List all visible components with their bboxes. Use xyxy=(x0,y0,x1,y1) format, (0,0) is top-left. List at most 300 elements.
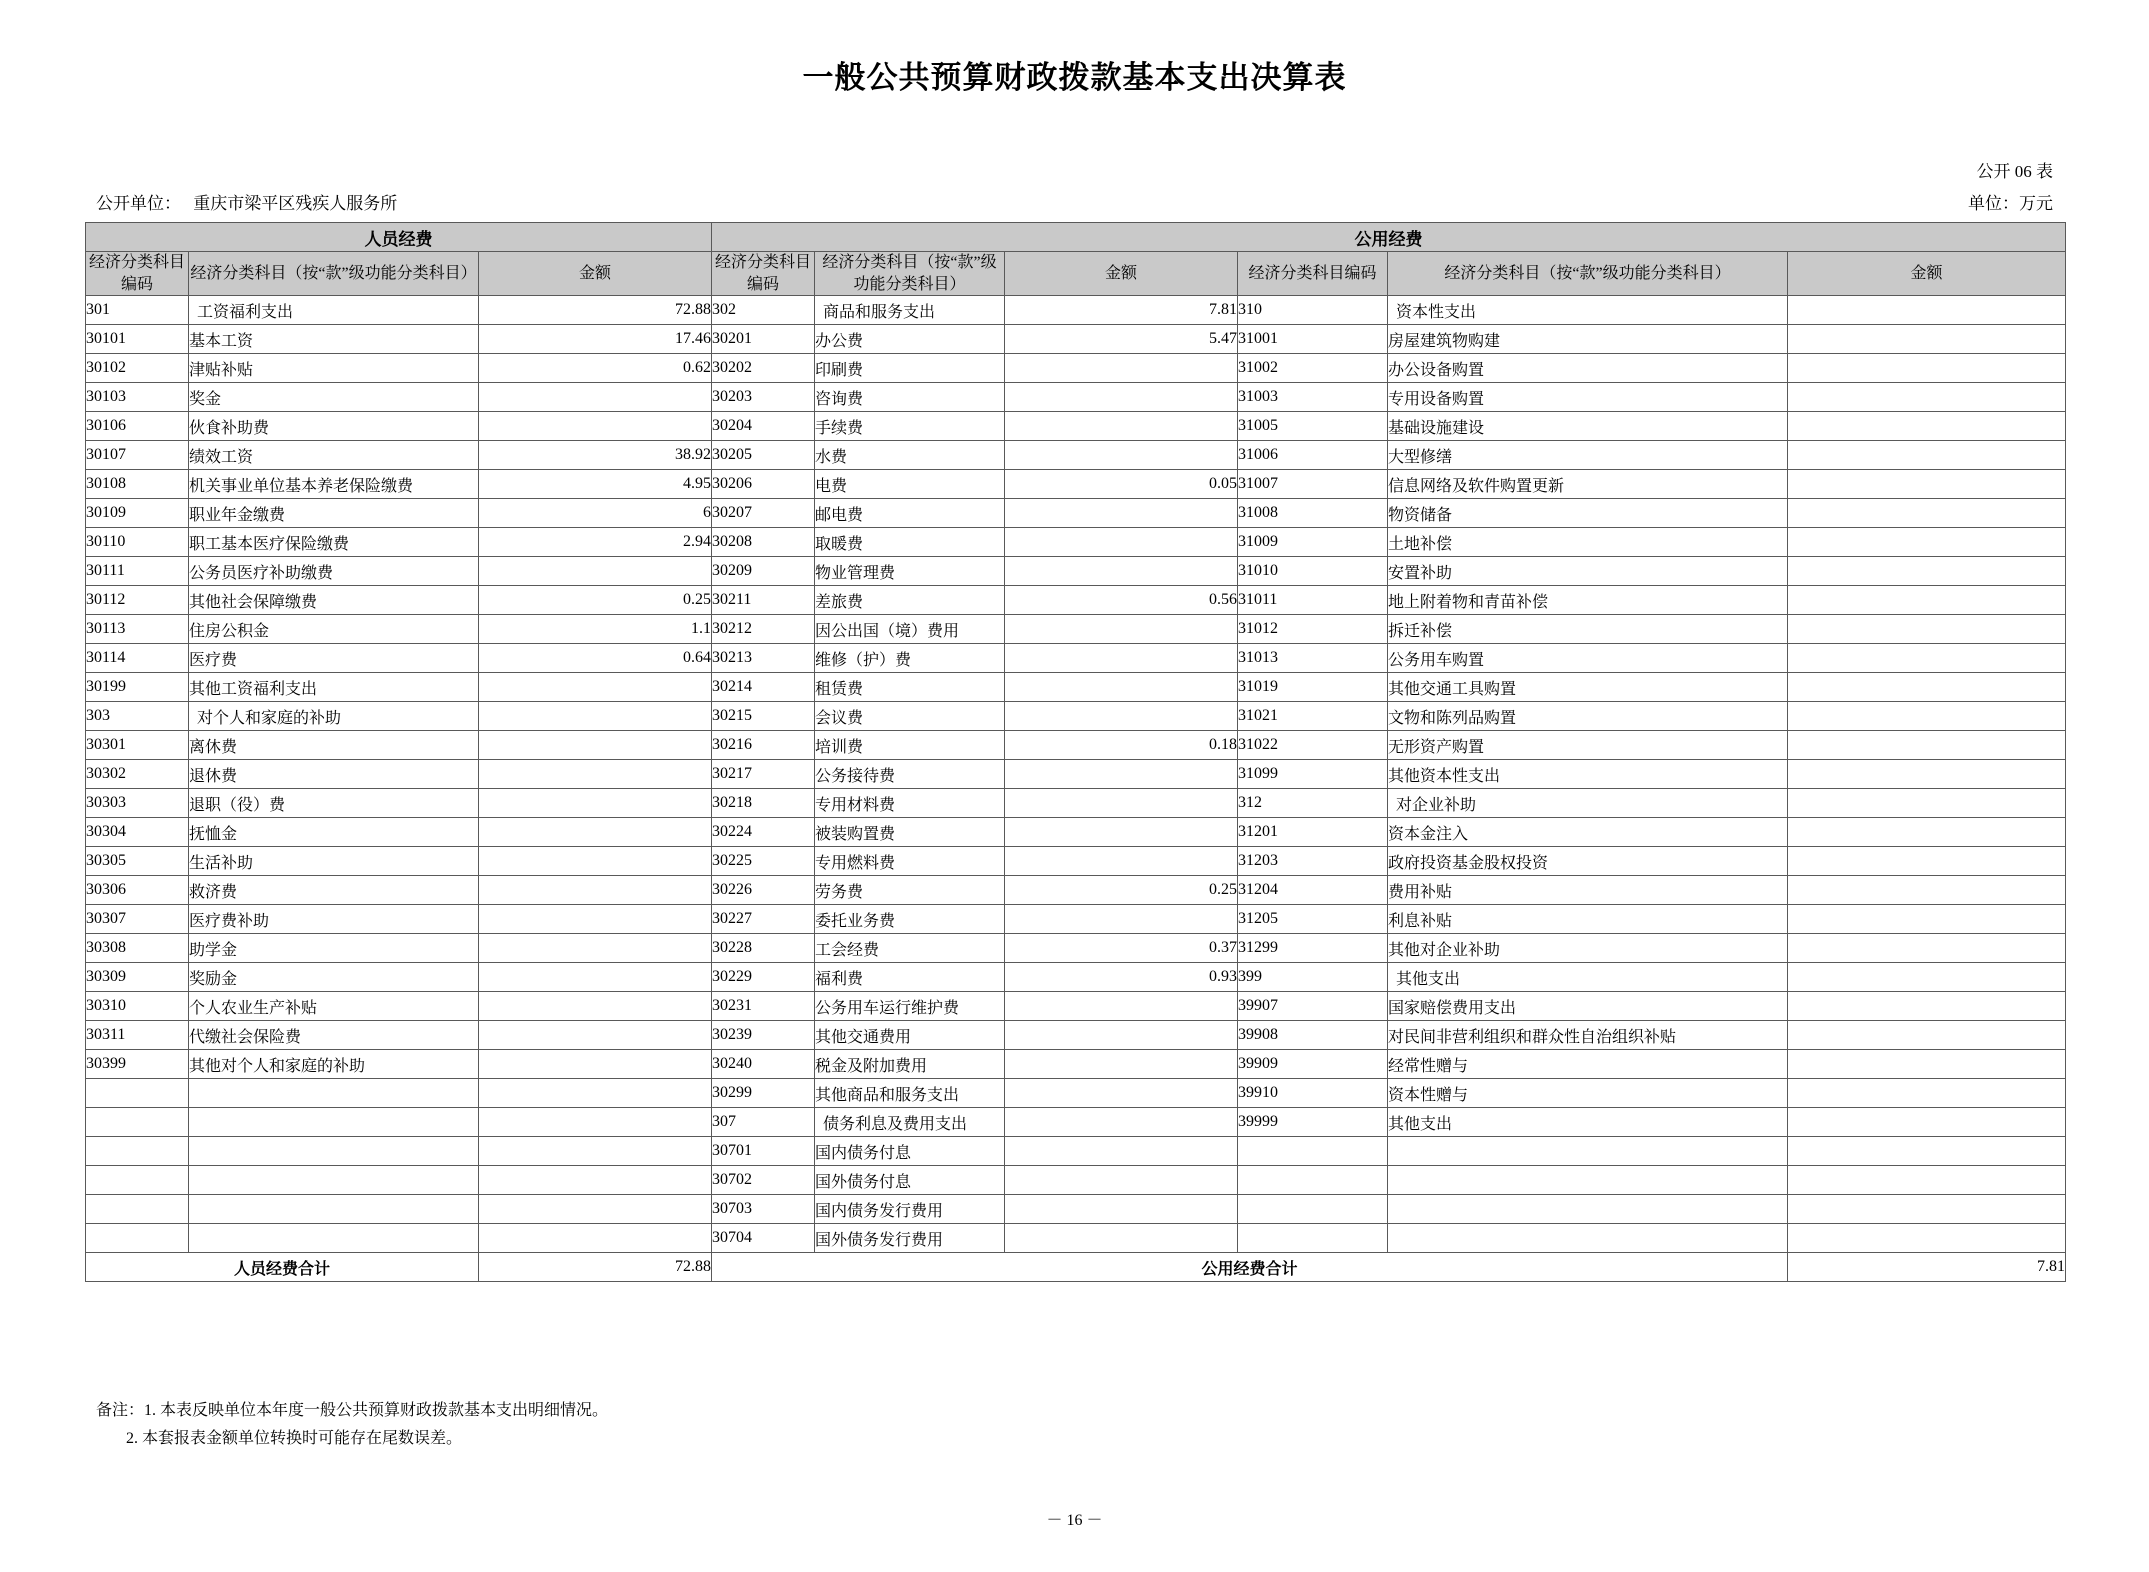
sheet-code: 公开 06 表 xyxy=(1976,162,2053,181)
cell-amount-public xyxy=(1005,354,1238,383)
cell-name-personnel: 个人农业生产补贴 xyxy=(189,992,479,1021)
cell-name-public: 被装购置费 xyxy=(815,818,1005,847)
cell-code-public: 30299 xyxy=(712,1079,815,1108)
cell-name-personnel: 奖励金 xyxy=(189,963,479,992)
cell-code-public: 30206 xyxy=(712,470,815,499)
table-row xyxy=(86,1050,2066,1079)
cell-amount-capital xyxy=(1788,934,2066,963)
cell-code-public: 30703 xyxy=(712,1195,815,1224)
cell-name-capital: 其他对企业补助 xyxy=(1388,934,1788,963)
cell-name-capital: 物资储备 xyxy=(1388,499,1788,528)
table-row xyxy=(86,499,2066,528)
cell-name-public: 专用燃料费 xyxy=(815,847,1005,876)
cell-name-public: 电费 xyxy=(815,470,1005,499)
cell-name-public: 委托业务费 xyxy=(815,905,1005,934)
cell-name-capital xyxy=(1388,1166,1788,1195)
cell-code-personnel: 30399 xyxy=(86,1050,189,1079)
cell-amount-personnel xyxy=(479,876,712,905)
header-name-3: 经济分类科目（按“款”级功能分类科目） xyxy=(1388,252,1788,296)
cell-code-capital: 31201 xyxy=(1238,818,1388,847)
cell-name-personnel: 工资福利支出 xyxy=(189,296,479,325)
cell-code-personnel xyxy=(86,1079,189,1108)
cell-name-personnel: 机关事业单位基本养老保险缴费 xyxy=(189,470,479,499)
table-row xyxy=(86,1021,2066,1050)
cell-code-personnel: 30306 xyxy=(86,876,189,905)
cell-name-personnel: 离休费 xyxy=(189,731,479,760)
cell-amount-public xyxy=(1005,760,1238,789)
table-row xyxy=(86,325,2066,354)
cell-amount-capital xyxy=(1788,847,2066,876)
cell-amount-personnel: 6 xyxy=(479,499,712,528)
cell-amount-capital xyxy=(1788,1166,2066,1195)
cell-code-public: 302 xyxy=(712,296,815,325)
cell-amount-public: 0.25 xyxy=(1005,876,1238,905)
cell-name-capital: 安置补助 xyxy=(1388,557,1788,586)
cell-amount-public xyxy=(1005,1166,1238,1195)
cell-name-capital: 资本金注入 xyxy=(1388,818,1788,847)
cell-amount-personnel xyxy=(479,1195,712,1224)
cell-name-public: 劳务费 xyxy=(815,876,1005,905)
cell-code-capital: 31002 xyxy=(1238,354,1388,383)
cell-name-personnel: 其他社会保障缴费 xyxy=(189,586,479,615)
cell-code-personnel: 30114 xyxy=(86,644,189,673)
cell-name-capital: 政府投资基金股权投资 xyxy=(1388,847,1788,876)
cell-amount-public xyxy=(1005,847,1238,876)
cell-code-personnel: 30304 xyxy=(86,818,189,847)
cell-code-personnel: 301 xyxy=(86,296,189,325)
cell-amount-capital xyxy=(1788,1021,2066,1050)
cell-amount-capital xyxy=(1788,325,2066,354)
cell-code-public: 307 xyxy=(712,1108,815,1137)
table-row xyxy=(86,760,2066,789)
cell-code-personnel: 30102 xyxy=(86,354,189,383)
cell-name-public: 咨询费 xyxy=(815,383,1005,412)
organization-line xyxy=(96,189,397,214)
cell-amount-public xyxy=(1005,441,1238,470)
cell-name-personnel: 退休费 xyxy=(189,760,479,789)
cell-code-capital: 31205 xyxy=(1238,905,1388,934)
cell-name-personnel: 医疗费 xyxy=(189,644,479,673)
table-row xyxy=(86,963,2066,992)
group-header-personnel: 人员经费 xyxy=(86,223,712,252)
cell-name-capital xyxy=(1388,1137,1788,1166)
cell-name-capital: 房屋建筑物购建 xyxy=(1388,325,1788,354)
table-row xyxy=(86,934,2066,963)
cell-amount-capital xyxy=(1788,441,2066,470)
cell-code-capital: 39907 xyxy=(1238,992,1388,1021)
cell-amount-public xyxy=(1005,992,1238,1021)
cell-code-capital: 31012 xyxy=(1238,615,1388,644)
cell-code-public: 30214 xyxy=(712,673,815,702)
cell-amount-personnel: 38.92 xyxy=(479,441,712,470)
cell-code-personnel xyxy=(86,1108,189,1137)
cell-name-public: 工会经费 xyxy=(815,934,1005,963)
cell-code-capital: 31011 xyxy=(1238,586,1388,615)
cell-code-personnel: 30107 xyxy=(86,441,189,470)
table-row xyxy=(86,383,2066,412)
table-row xyxy=(86,644,2066,673)
cell-name-personnel: 伙食补助费 xyxy=(189,412,479,441)
cell-name-public: 取暖费 xyxy=(815,528,1005,557)
cell-code-public: 30213 xyxy=(712,644,815,673)
cell-code-capital: 31001 xyxy=(1238,325,1388,354)
table-row xyxy=(86,1195,2066,1224)
cell-amount-capital xyxy=(1788,470,2066,499)
cell-code-capital: 39908 xyxy=(1238,1021,1388,1050)
cell-name-capital: 办公设备购置 xyxy=(1388,354,1788,383)
cell-name-capital: 土地补偿 xyxy=(1388,528,1788,557)
cell-amount-personnel: 0.62 xyxy=(479,354,712,383)
cell-code-capital: 31007 xyxy=(1238,470,1388,499)
cell-code-public: 30217 xyxy=(712,760,815,789)
cell-code-capital: 31005 xyxy=(1238,412,1388,441)
cell-amount-personnel: 0.64 xyxy=(479,644,712,673)
cell-amount-personnel xyxy=(479,1224,712,1253)
cell-amount-personnel xyxy=(479,1079,712,1108)
cell-name-capital: 地上附着物和青苗补偿 xyxy=(1388,586,1788,615)
table-row xyxy=(86,847,2066,876)
cell-code-public: 30702 xyxy=(712,1166,815,1195)
cell-name-public: 物业管理费 xyxy=(815,557,1005,586)
cell-code-capital: 31021 xyxy=(1238,702,1388,731)
cell-name-public: 租赁费 xyxy=(815,673,1005,702)
cell-name-public: 专用材料费 xyxy=(815,789,1005,818)
header-name-2: 经济分类科目（按“款”级功能分类科目） xyxy=(815,252,1005,296)
cell-name-capital: 信息网络及软件购置更新 xyxy=(1388,470,1788,499)
cell-amount-capital xyxy=(1788,702,2066,731)
cell-amount-personnel: 1.1 xyxy=(479,615,712,644)
cell-name-personnel: 绩效工资 xyxy=(189,441,479,470)
cell-amount-capital xyxy=(1788,296,2066,325)
table-row xyxy=(86,557,2066,586)
cell-name-public: 差旅费 xyxy=(815,586,1005,615)
cell-amount-capital xyxy=(1788,528,2066,557)
cell-name-personnel: 奖金 xyxy=(189,383,479,412)
cell-amount-capital xyxy=(1788,615,2066,644)
cell-amount-personnel: 0.25 xyxy=(479,586,712,615)
cell-name-capital: 其他支出 xyxy=(1388,1108,1788,1137)
cell-name-public: 因公出国（境）费用 xyxy=(815,615,1005,644)
cell-amount-capital xyxy=(1788,586,2066,615)
budget-table xyxy=(85,222,2066,1282)
cell-name-capital: 其他资本性支出 xyxy=(1388,760,1788,789)
cell-name-capital: 基础设施建设 xyxy=(1388,412,1788,441)
cell-code-personnel: 30301 xyxy=(86,731,189,760)
unit-note: 单位：万元 xyxy=(1968,194,2053,213)
cell-name-personnel: 抚恤金 xyxy=(189,818,479,847)
cell-amount-capital xyxy=(1788,673,2066,702)
cell-name-personnel: 助学金 xyxy=(189,934,479,963)
cell-code-capital: 31019 xyxy=(1238,673,1388,702)
cell-amount-personnel: 17.46 xyxy=(479,325,712,354)
cell-code-capital: 39909 xyxy=(1238,1050,1388,1079)
cell-name-public: 国内债务付息 xyxy=(815,1137,1005,1166)
cell-code-capital: 31022 xyxy=(1238,731,1388,760)
cell-code-public: 30203 xyxy=(712,383,815,412)
cell-amount-public xyxy=(1005,1224,1238,1253)
table-row xyxy=(86,441,2066,470)
header-amount-1: 金额 xyxy=(479,252,712,296)
cell-amount-capital xyxy=(1788,818,2066,847)
document-page xyxy=(0,52,2149,1572)
cell-code-public: 30208 xyxy=(712,528,815,557)
cell-code-public: 30227 xyxy=(712,905,815,934)
cell-code-personnel: 30308 xyxy=(86,934,189,963)
cell-amount-personnel xyxy=(479,905,712,934)
cell-amount-capital xyxy=(1788,876,2066,905)
cell-amount-public xyxy=(1005,702,1238,731)
cell-name-public: 维修（护）费 xyxy=(815,644,1005,673)
cell-amount-public xyxy=(1005,1137,1238,1166)
table-row xyxy=(86,905,2066,934)
cell-code-personnel: 30101 xyxy=(86,325,189,354)
cell-amount-capital xyxy=(1788,1050,2066,1079)
cell-name-public: 手续费 xyxy=(815,412,1005,441)
cell-name-capital: 无形资产购置 xyxy=(1388,731,1788,760)
cell-name-capital: 费用补贴 xyxy=(1388,876,1788,905)
table-row xyxy=(86,1108,2066,1137)
table-row xyxy=(86,354,2066,383)
cell-amount-personnel xyxy=(479,963,712,992)
cell-amount-public xyxy=(1005,383,1238,412)
cell-code-public: 30207 xyxy=(712,499,815,528)
header-amount-3: 金额 xyxy=(1788,252,2066,296)
cell-amount-capital xyxy=(1788,731,2066,760)
cell-amount-capital xyxy=(1788,789,2066,818)
cell-amount-capital xyxy=(1788,1224,2066,1253)
organization-label: 公开单位： xyxy=(96,194,181,213)
cell-name-personnel xyxy=(189,1108,479,1137)
cell-code-capital: 31299 xyxy=(1238,934,1388,963)
cell-amount-personnel xyxy=(479,1137,712,1166)
cell-code-personnel: 303 xyxy=(86,702,189,731)
cell-amount-public xyxy=(1005,789,1238,818)
cell-amount-capital xyxy=(1788,992,2066,1021)
cell-name-public: 国外债务发行费用 xyxy=(815,1224,1005,1253)
cell-name-personnel: 退职（役）费 xyxy=(189,789,479,818)
header-code-2: 经济分类科目编码 xyxy=(712,252,815,296)
cell-name-personnel: 基本工资 xyxy=(189,325,479,354)
cell-code-capital: 310 xyxy=(1238,296,1388,325)
table-row xyxy=(86,702,2066,731)
table-row xyxy=(86,615,2066,644)
cell-code-capital: 31203 xyxy=(1238,847,1388,876)
cell-name-personnel xyxy=(189,1195,479,1224)
cell-name-public: 公务用车运行维护费 xyxy=(815,992,1005,1021)
cell-code-personnel: 30106 xyxy=(86,412,189,441)
cell-amount-public: 5.47 xyxy=(1005,325,1238,354)
cell-code-personnel: 30111 xyxy=(86,557,189,586)
cell-amount-public: 0.18 xyxy=(1005,731,1238,760)
cell-amount-personnel xyxy=(479,702,712,731)
cell-amount-personnel xyxy=(479,992,712,1021)
cell-name-public: 培训费 xyxy=(815,731,1005,760)
cell-name-public: 会议费 xyxy=(815,702,1005,731)
table-row xyxy=(86,296,2066,325)
cell-name-public: 其他商品和服务支出 xyxy=(815,1079,1005,1108)
cell-amount-public xyxy=(1005,557,1238,586)
cell-code-capital: 399 xyxy=(1238,963,1388,992)
cell-amount-personnel xyxy=(479,1108,712,1137)
table-row xyxy=(86,528,2066,557)
cell-code-public: 30229 xyxy=(712,963,815,992)
group-header-public: 公用经费 xyxy=(712,223,2066,252)
cell-code-public: 30704 xyxy=(712,1224,815,1253)
cell-code-capital: 39999 xyxy=(1238,1108,1388,1137)
cell-amount-personnel xyxy=(479,383,712,412)
cell-amount-public xyxy=(1005,1021,1238,1050)
header-amount-2: 金额 xyxy=(1005,252,1238,296)
table-column-header-row xyxy=(86,252,2066,296)
cell-amount-personnel xyxy=(479,731,712,760)
cell-code-public: 30211 xyxy=(712,586,815,615)
cell-amount-capital xyxy=(1788,760,2066,789)
cell-name-personnel xyxy=(189,1137,479,1166)
cell-amount-public xyxy=(1005,1108,1238,1137)
table-row xyxy=(86,412,2066,441)
cell-amount-public: 0.37 xyxy=(1005,934,1238,963)
cell-name-capital: 资本性支出 xyxy=(1388,296,1788,325)
cell-code-personnel xyxy=(86,1224,189,1253)
cell-name-capital: 大型修缮 xyxy=(1388,441,1788,470)
public-total-value: 7.81 xyxy=(1788,1253,2066,1282)
cell-code-capital: 31003 xyxy=(1238,383,1388,412)
header-code-3: 经济分类科目编码 xyxy=(1238,252,1388,296)
cell-name-capital: 其他交通工具购置 xyxy=(1388,673,1788,702)
table-row xyxy=(86,789,2066,818)
table-row xyxy=(86,992,2066,1021)
cell-name-personnel: 其他对个人和家庭的补助 xyxy=(189,1050,479,1079)
cell-code-public: 30202 xyxy=(712,354,815,383)
personnel-total-label: 人员经费合计 xyxy=(86,1253,479,1282)
cell-name-public: 印刷费 xyxy=(815,354,1005,383)
cell-code-personnel xyxy=(86,1137,189,1166)
cell-amount-capital xyxy=(1788,383,2066,412)
cell-code-capital: 31013 xyxy=(1238,644,1388,673)
cell-code-personnel xyxy=(86,1166,189,1195)
cell-code-capital: 312 xyxy=(1238,789,1388,818)
cell-amount-public xyxy=(1005,1050,1238,1079)
cell-code-public: 30209 xyxy=(712,557,815,586)
cell-code-personnel: 30112 xyxy=(86,586,189,615)
cell-amount-personnel xyxy=(479,760,712,789)
cell-code-public: 30239 xyxy=(712,1021,815,1050)
cell-code-capital: 31010 xyxy=(1238,557,1388,586)
table-row xyxy=(86,470,2066,499)
cell-name-personnel: 住房公积金 xyxy=(189,615,479,644)
cell-amount-capital xyxy=(1788,905,2066,934)
cell-amount-public xyxy=(1005,1195,1238,1224)
cell-amount-capital xyxy=(1788,1137,2066,1166)
cell-amount-public xyxy=(1005,528,1238,557)
cell-name-capital: 国家赔偿费用支出 xyxy=(1388,992,1788,1021)
cell-code-capital xyxy=(1238,1195,1388,1224)
cell-code-public: 30212 xyxy=(712,615,815,644)
cell-amount-public xyxy=(1005,905,1238,934)
page-title: 一般公共预算财政拨款基本支出决算表 xyxy=(802,60,1347,95)
cell-code-capital: 31204 xyxy=(1238,876,1388,905)
cell-amount-public xyxy=(1005,412,1238,441)
cell-name-capital: 其他支出 xyxy=(1388,963,1788,992)
personnel-total-value: 72.88 xyxy=(479,1253,712,1282)
cell-amount-personnel: 72.88 xyxy=(479,296,712,325)
cell-code-public: 30215 xyxy=(712,702,815,731)
cell-code-capital xyxy=(1238,1137,1388,1166)
cell-amount-personnel xyxy=(479,789,712,818)
cell-name-capital: 公务用车购置 xyxy=(1388,644,1788,673)
cell-name-capital: 资本性赠与 xyxy=(1388,1079,1788,1108)
table-row xyxy=(86,586,2066,615)
cell-name-public: 邮电费 xyxy=(815,499,1005,528)
cell-name-capital: 经常性赠与 xyxy=(1388,1050,1788,1079)
table-row xyxy=(86,1166,2066,1195)
cell-name-personnel: 对个人和家庭的补助 xyxy=(189,702,479,731)
cell-code-public: 30228 xyxy=(712,934,815,963)
cell-amount-capital xyxy=(1788,354,2066,383)
cell-code-personnel: 30108 xyxy=(86,470,189,499)
cell-code-public: 30204 xyxy=(712,412,815,441)
cell-code-capital: 31006 xyxy=(1238,441,1388,470)
cell-name-capital: 专用设备购置 xyxy=(1388,383,1788,412)
cell-name-capital: 利息补贴 xyxy=(1388,905,1788,934)
cell-amount-personnel: 4.95 xyxy=(479,470,712,499)
cell-amount-personnel xyxy=(479,1050,712,1079)
cell-code-personnel: 30310 xyxy=(86,992,189,1021)
cell-name-capital: 对民间非营利组织和群众性自治组织补贴 xyxy=(1388,1021,1788,1050)
cell-name-capital: 拆迁补偿 xyxy=(1388,615,1788,644)
cell-code-public: 30240 xyxy=(712,1050,815,1079)
cell-code-personnel: 30113 xyxy=(86,615,189,644)
table-row xyxy=(86,1137,2066,1166)
cell-code-public: 30226 xyxy=(712,876,815,905)
cell-code-personnel xyxy=(86,1195,189,1224)
cell-code-public: 30218 xyxy=(712,789,815,818)
header-code-1: 经济分类科目编码 xyxy=(86,252,189,296)
cell-name-public: 国外债务付息 xyxy=(815,1166,1005,1195)
cell-amount-capital xyxy=(1788,557,2066,586)
cell-amount-capital xyxy=(1788,644,2066,673)
cell-code-personnel: 30307 xyxy=(86,905,189,934)
cell-name-personnel xyxy=(189,1166,479,1195)
cell-amount-personnel xyxy=(479,818,712,847)
cell-amount-public: 0.93 xyxy=(1005,963,1238,992)
table-body xyxy=(86,296,2066,1253)
table-row xyxy=(86,673,2066,702)
cell-code-public: 30201 xyxy=(712,325,815,354)
cell-name-public: 公务接待费 xyxy=(815,760,1005,789)
cell-amount-capital xyxy=(1788,1079,2066,1108)
cell-name-public: 债务利息及费用支出 xyxy=(815,1108,1005,1137)
cell-amount-personnel xyxy=(479,1166,712,1195)
cell-name-personnel: 救济费 xyxy=(189,876,479,905)
cell-name-public: 其他交通费用 xyxy=(815,1021,1005,1050)
cell-code-public: 30231 xyxy=(712,992,815,1021)
cell-name-public: 商品和服务支出 xyxy=(815,296,1005,325)
cell-amount-capital xyxy=(1788,1108,2066,1137)
cell-name-capital: 对企业补助 xyxy=(1388,789,1788,818)
cell-amount-personnel xyxy=(479,412,712,441)
cell-amount-personnel xyxy=(479,847,712,876)
cell-code-capital: 31009 xyxy=(1238,528,1388,557)
cell-code-public: 30224 xyxy=(712,818,815,847)
cell-name-public: 水费 xyxy=(815,441,1005,470)
cell-name-personnel: 代缴社会保险费 xyxy=(189,1021,479,1050)
table-row xyxy=(86,731,2066,760)
cell-code-personnel: 30110 xyxy=(86,528,189,557)
cell-code-public: 30216 xyxy=(712,731,815,760)
cell-amount-personnel xyxy=(479,557,712,586)
cell-name-personnel: 医疗费补助 xyxy=(189,905,479,934)
